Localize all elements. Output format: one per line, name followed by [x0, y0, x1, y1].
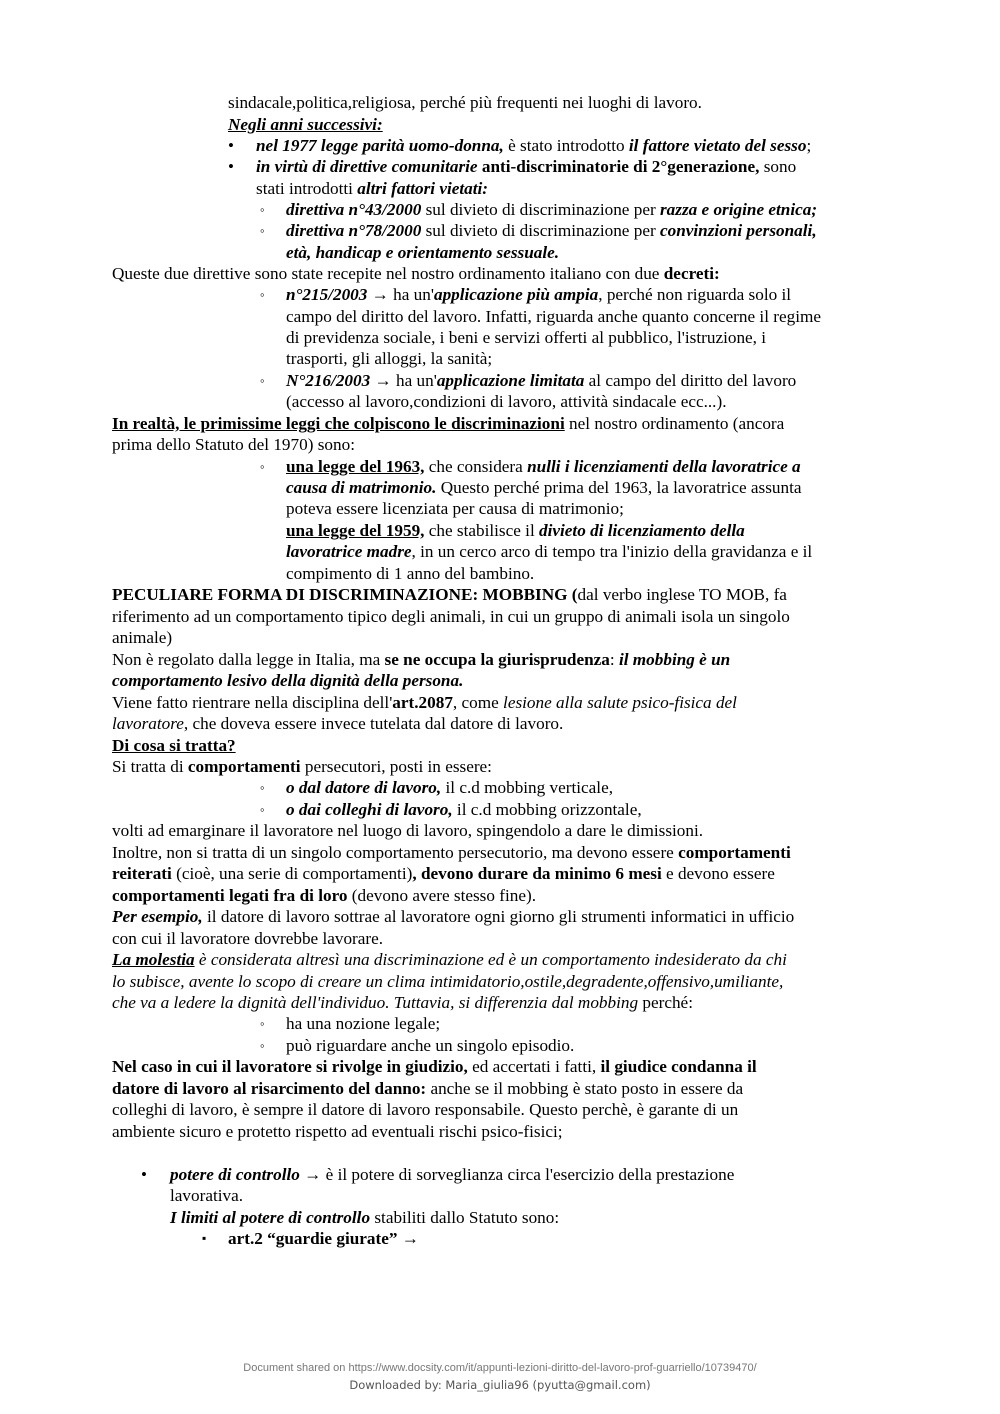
text-line: sindacale,politica,religiosa, perché più frequenti nei luoghi di lavoro.: [228, 93, 702, 112]
text-line: riferimento ad un comportamento tipico degli animali, in cui un gruppo di animali isola un singolo: [112, 607, 790, 626]
subheading-negli-anni: Negli anni successivi:: [228, 115, 383, 134]
footer-shared-link: Document shared on https://www.docsity.com/it/appunti-lezioni-diritto-del-lavoro-prof-guarriello/10739470/: [243, 1362, 757, 1374]
text-line: trasporti, gli alloggi, la sanità;: [286, 349, 493, 368]
text-line: direttiva n°43/2000 sul divieto di discriminazione per razza e origine etnica;: [286, 200, 818, 219]
text-line: direttiva n°78/2000 sul divieto di discriminazione per convinzioni personali,: [286, 221, 817, 240]
text-line: una legge del 1963, che considera nulli i licenziamenti della lavoratrice a: [286, 457, 801, 476]
text-line: potere di controllo → è il potere di sorveglianza circa l'esercizio della prestazione: [170, 1165, 735, 1184]
section-heading-mobbing: PECULIARE FORMA DI DISCRIMINAZIONE: MOBBING (dal verbo inglese TO MOB, fa: [112, 585, 787, 604]
subheading-di-cosa: Di cosa si tratta?: [112, 736, 236, 755]
footer-downloaded-by: Downloaded by: Maria_giulia96 (pyutta@gmail.com): [349, 1378, 651, 1392]
text-line: causa di matrimonio. Questo perché prima del 1963, la lavoratrice assunta: [286, 478, 802, 497]
text-line: una legge del 1959, che stabilisce il divieto di licenziamento della: [286, 521, 745, 540]
text-line: lavoratore, che doveva essere invece tutelata dal datore di lavoro.: [112, 714, 564, 733]
circle-marker: ◦: [260, 223, 265, 238]
text-line: I limiti al potere di controllo stabiliti dallo Statuto sono:: [170, 1208, 560, 1227]
text-line: Per esempio, il datore di lavoro sottrae al lavoratore ogni giorno gli strumenti informatici in ufficio: [112, 907, 795, 926]
text-line: datore di lavoro al risarcimento del danno: anche se il mobbing è stato posto in essere da: [112, 1079, 744, 1098]
text-line: con cui il lavoratore dovrebbe lavorare.: [112, 929, 384, 948]
text-line: Inoltre, non si tratta di un singolo comportamento persecutorio, ma devono essere comportamenti: [112, 843, 791, 862]
text-line: può riguardare anche un singolo episodio.: [286, 1036, 575, 1055]
text-line: volti ad emarginare il lavoratore nel luogo di lavoro, spingendolo a dare le dimissioni.: [112, 821, 704, 840]
text-line: Nel caso in cui il lavoratore si rivolge in giudizio, ed accertati i fatti, il giudice condanna il: [112, 1057, 757, 1076]
text-line: compimento di 1 anno del bambino.: [286, 564, 535, 583]
text-line: lo subisce, avente lo scopo di creare un clima intimidatorio,ostile,degradente,offensivo,umiliante,: [112, 972, 784, 991]
text-line: in virtù di direttive comunitarie anti-discriminatorie di 2°generazione, sono: [256, 157, 797, 176]
circle-marker: ◦: [260, 780, 265, 795]
text-line: animale): [112, 628, 173, 647]
text-line: In realtà, le primissime leggi che colpiscono le discriminazioni nel nostro ordinamento (ancora: [112, 414, 785, 433]
text-line: prima dello Statuto del 1970) sono:: [112, 435, 355, 454]
text-line: (accesso al lavoro,condizioni di lavoro, attività sindacale ecc...).: [286, 392, 727, 411]
text-line: lavoratrice madre, in un cerco arco di tempo tra l'inizio della gravidanza e il: [286, 542, 813, 561]
text-line: campo del diritto del lavoro. Infatti, riguarda anche quanto concerne il regime: [286, 307, 821, 326]
bullet-marker: •: [141, 1165, 147, 1184]
text-line: che va a ledere la dignità dell'individuo. Tuttavia, si differenzia dal mobbing perché:: [112, 993, 693, 1012]
text-line: o dai colleghi di lavoro, il c.d mobbing orizzontale,: [286, 800, 642, 819]
circle-marker: ◦: [260, 1016, 265, 1031]
circle-marker: ◦: [260, 1038, 265, 1053]
text-line: art.2 “guardie giurate” →: [228, 1229, 419, 1248]
bullet-marker: •: [228, 136, 234, 155]
text-line: lavorativa.: [170, 1186, 244, 1205]
circle-marker: ◦: [260, 802, 265, 817]
bullet-marker: •: [228, 157, 234, 176]
text-line: ambiente sicuro e protetto rispetto ad eventuali rischi psico-fisici;: [112, 1122, 563, 1141]
text-line: ha una nozione legale;: [286, 1014, 441, 1033]
text-line: N°216/2003 → ha un'applicazione limitata al campo del diritto del lavoro: [286, 371, 797, 390]
circle-marker: ◦: [260, 287, 265, 302]
text-line: Si tratta di comportamenti persecutori, posti in essere:: [112, 757, 492, 776]
text-line: Non è regolato dalla legge in Italia, ma se ne occupa la giurisprudenza: il mobbing è un: [112, 650, 731, 669]
circle-marker: ◦: [260, 202, 265, 217]
text-line: La molestia è considerata altresì una discriminazione ed è un comportamento indesiderato da chi: [112, 950, 787, 969]
text-line: colleghi di lavoro, è sempre il datore di lavoro responsabile. Questo perchè, è garante di un: [112, 1100, 739, 1119]
text-line: nel 1977 legge parità uomo-donna, è stato introdotto il fattore vietato del sesso;: [256, 136, 812, 155]
text-line: Queste due direttive sono state recepite nel nostro ordinamento italiano con due decreti:: [112, 264, 720, 283]
square-marker: ▪: [202, 1231, 207, 1245]
text-line: comportamenti legati fra di loro (devono avere stesso fine).: [112, 886, 537, 905]
text-line: di previdenza sociale, i beni e servizi offerti al pubblico, l'istruzione, i: [286, 328, 767, 347]
circle-marker: ◦: [260, 373, 265, 388]
text-line: comportamento lesivo della dignità della persona.: [112, 671, 464, 690]
text-line: età, handicap e orientamento sessuale.: [286, 243, 560, 262]
text-line: Viene fatto rientrare nella disciplina dell'art.2087, come lesione alla salute psico-fisica del: [112, 693, 737, 712]
circle-marker: ◦: [260, 459, 265, 474]
text-line: stati introdotti altri fattori vietati:: [256, 179, 489, 198]
text-line: n°215/2003 → ha un'applicazione più ampia, perché non riguarda solo il: [286, 285, 792, 304]
text-line: reiterati (cioè, una serie di comportamenti), devono durare da minimo 6 mesi e devono essere: [112, 864, 775, 883]
text-line: o dal datore di lavoro, il c.d mobbing verticale,: [286, 778, 613, 797]
text-line: poteva essere licenziata per causa di matrimonio;: [286, 499, 624, 518]
